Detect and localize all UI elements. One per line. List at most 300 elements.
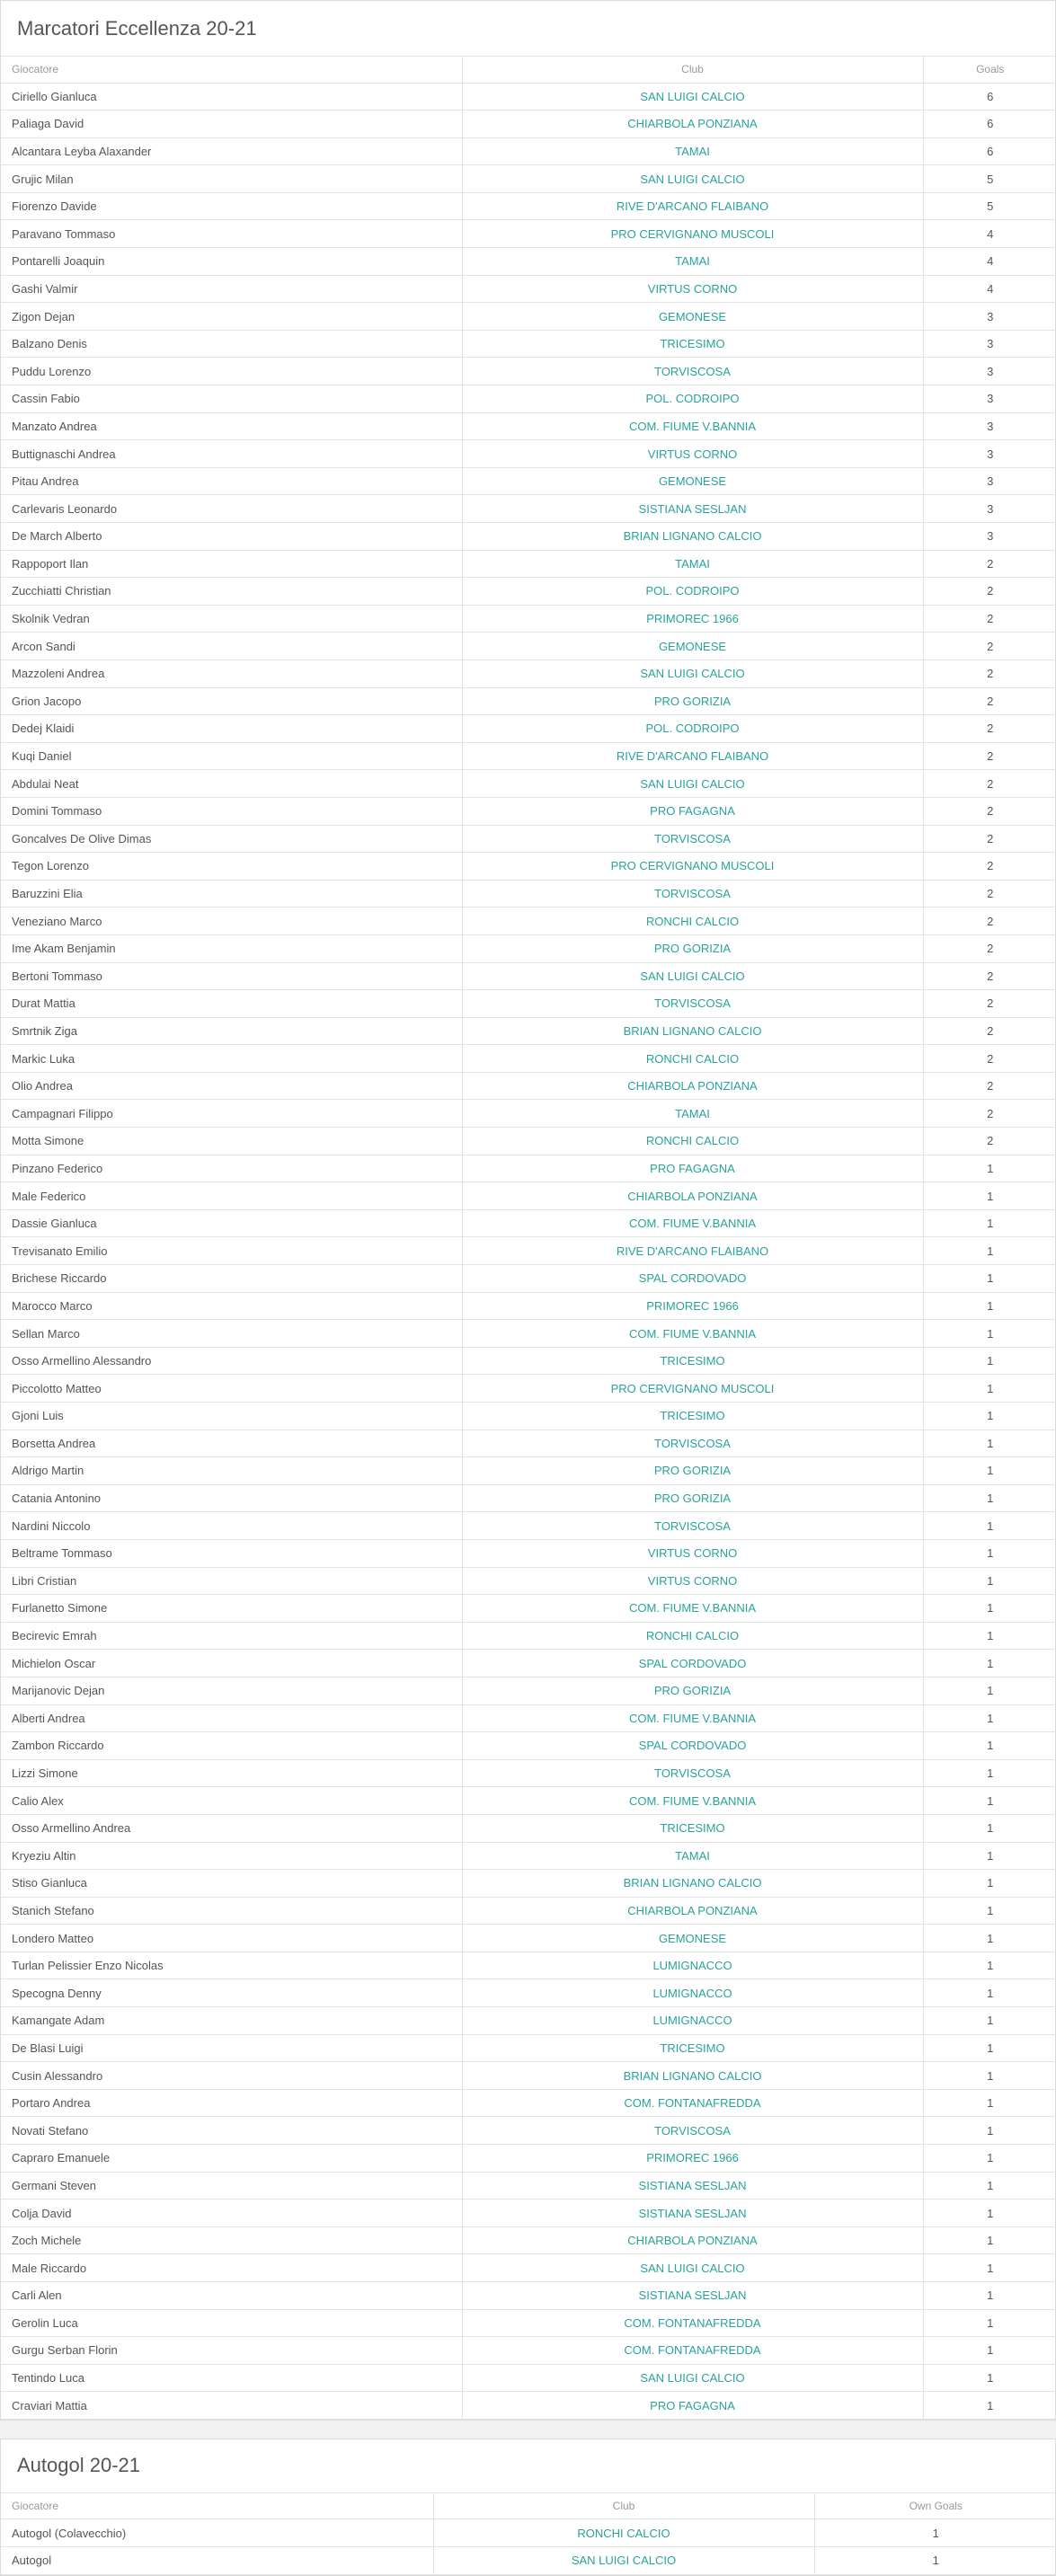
club-link[interactable]: PRO FAGAGNA: [462, 1155, 923, 1182]
player-name: Autogol: [1, 2547, 433, 2575]
table-row: [1, 467, 1056, 495]
header-player: Giocatore: [1, 57, 462, 83]
player-name: Skolnik Vedran: [1, 605, 462, 633]
goals-count: 2: [923, 962, 1056, 990]
club-link[interactable]: PRO CERVIGNANO MUSCOLI: [462, 853, 923, 881]
goals-count: 1: [923, 1622, 1056, 1650]
player-name: Alberti Andrea: [1, 1704, 462, 1732]
table-row: [1, 248, 1056, 276]
goals-count: 5: [923, 192, 1056, 220]
goals-count: 1: [923, 2062, 1056, 2090]
player-name: Ciriello Gianluca: [1, 83, 462, 111]
club-link[interactable]: SAN LUIGI CALCIO: [462, 962, 923, 990]
table-row: [1, 1182, 1056, 1210]
player-name: Tegon Lorenzo: [1, 853, 462, 881]
goals-count: 2: [923, 797, 1056, 825]
player-name: Abdulai Neat: [1, 770, 462, 798]
goals-count: 1: [814, 2547, 1056, 2575]
club-link[interactable]: BRIAN LIGNANO CALCIO: [462, 1870, 923, 1898]
goals-count: 4: [923, 220, 1056, 248]
goals-count: 2: [923, 825, 1056, 853]
table-row: [1, 1979, 1056, 2007]
goals-count: 2: [923, 578, 1056, 606]
player-name: Domini Tommaso: [1, 797, 462, 825]
player-name: Male Federico: [1, 1182, 462, 1210]
own-goals-title: Autogol 20-21: [1, 2439, 1055, 2493]
club-link[interactable]: SAN LUIGI CALCIO: [462, 165, 923, 193]
goals-count: 1: [923, 1952, 1056, 1979]
club-link[interactable]: RIVE D'ARCANO FLAIBANO: [462, 1237, 923, 1265]
player-name: Furlanetto Simone: [1, 1595, 462, 1623]
table-row: [1, 1567, 1056, 1595]
player-name: Cusin Alessandro: [1, 2062, 462, 2090]
goals-count: 2: [923, 934, 1056, 962]
goals-count: 2: [923, 659, 1056, 687]
goals-count: 5: [923, 165, 1056, 193]
player-name: Gjoni Luis: [1, 1403, 462, 1430]
player-name: Cassin Fabio: [1, 385, 462, 413]
goals-count: 2: [923, 853, 1056, 881]
club-link[interactable]: TRICESIMO: [462, 1347, 923, 1375]
goals-count: 1: [923, 2254, 1056, 2282]
table-row: [1, 412, 1056, 440]
club-link[interactable]: TAMAI: [462, 1100, 923, 1128]
goals-count: 4: [923, 248, 1056, 276]
table-row: [1, 2226, 1056, 2254]
club-link[interactable]: POL. CODROIPO: [462, 715, 923, 743]
table-row: [1, 385, 1056, 413]
table-row: [1, 523, 1056, 551]
header-club: Club: [433, 2493, 814, 2519]
goals-count: 1: [923, 1237, 1056, 1265]
player-name: Osso Armellino Andrea: [1, 1814, 462, 1842]
club-link[interactable]: COM. FONTANAFREDDA: [462, 2337, 923, 2365]
club-link[interactable]: PRIMOREC 1966: [462, 2145, 923, 2173]
header-own-goals: Own Goals: [814, 2493, 1056, 2519]
club-link[interactable]: TRICESIMO: [462, 330, 923, 358]
club-link[interactable]: GEMONESE: [462, 1925, 923, 1952]
table-row: [1, 1237, 1056, 1265]
club-link[interactable]: RIVE D'ARCANO FLAIBANO: [462, 192, 923, 220]
club-link[interactable]: SAN LUIGI CALCIO: [433, 2547, 814, 2575]
table-row: [1, 962, 1056, 990]
player-name: Gurgu Serban Florin: [1, 2337, 462, 2365]
club-link[interactable]: GEMONESE: [462, 633, 923, 660]
table-row: [1, 1265, 1056, 1293]
scorers-header-row: [1, 57, 1056, 83]
player-name: Portaro Andrea: [1, 2089, 462, 2117]
own-goals-panel: [0, 2439, 1056, 2576]
table-row: [1, 1128, 1056, 1155]
club-link[interactable]: SPAL CORDOVADO: [462, 1650, 923, 1677]
table-row: [1, 1100, 1056, 1128]
player-name: Goncalves De Olive Dimas: [1, 825, 462, 853]
table-row: [1, 440, 1056, 468]
table-row: [1, 2392, 1056, 2420]
table-row: [1, 853, 1056, 881]
player-name: Beltrame Tommaso: [1, 1539, 462, 1567]
club-link[interactable]: COM. FIUME V.BANNIA: [462, 1320, 923, 1348]
goals-count: 1: [923, 1430, 1056, 1457]
club-link[interactable]: VIRTUS CORNO: [462, 440, 923, 468]
table-row: [1, 1457, 1056, 1485]
player-name: Stiso Gianluca: [1, 1870, 462, 1898]
club-link[interactable]: TORVISCOSA: [462, 1759, 923, 1787]
club-link[interactable]: BRIAN LIGNANO CALCIO: [462, 1017, 923, 1045]
player-name: Puddu Lorenzo: [1, 358, 462, 385]
club-link[interactable]: LUMIGNACCO: [462, 1952, 923, 1979]
club-link[interactable]: GEMONESE: [462, 467, 923, 495]
club-link[interactable]: TORVISCOSA: [462, 358, 923, 385]
goals-count: 1: [923, 1155, 1056, 1182]
table-row: [1, 1292, 1056, 1320]
table-row: [1, 1045, 1056, 1073]
club-link[interactable]: GEMONESE: [462, 303, 923, 331]
club-link[interactable]: SISTIANA SESLJAN: [462, 495, 923, 523]
club-link[interactable]: TRICESIMO: [462, 2034, 923, 2062]
goals-count: 2: [923, 742, 1056, 770]
player-name: Motta Simone: [1, 1128, 462, 1155]
goals-count: 1: [923, 1677, 1056, 1704]
club-link[interactable]: CHIARBOLA PONZIANA: [462, 1072, 923, 1100]
player-name: Marocco Marco: [1, 1292, 462, 1320]
club-link[interactable]: RONCHI CALCIO: [433, 2519, 814, 2547]
goals-count: 2: [923, 715, 1056, 743]
goals-count: 3: [923, 385, 1056, 413]
table-row: [1, 2309, 1056, 2337]
player-name: Dassie Gianluca: [1, 1209, 462, 1237]
player-name: Capraro Emanuele: [1, 2145, 462, 2173]
club-link[interactable]: TORVISCOSA: [462, 880, 923, 907]
player-name: Grion Jacopo: [1, 687, 462, 715]
player-name: Autogol (Colavecchio): [1, 2519, 433, 2547]
table-row: [1, 2089, 1056, 2117]
table-row: [1, 1595, 1056, 1623]
player-name: Kryeziu Altin: [1, 1842, 462, 1870]
goals-count: 3: [923, 467, 1056, 495]
club-link[interactable]: TRICESIMO: [462, 1814, 923, 1842]
club-link[interactable]: TORVISCOSA: [462, 1512, 923, 1540]
player-name: Male Riccardo: [1, 2254, 462, 2282]
club-link[interactable]: VIRTUS CORNO: [462, 1567, 923, 1595]
own-goals-table: [1, 2493, 1056, 2575]
club-link[interactable]: SISTIANA SESLJAN: [462, 2282, 923, 2310]
goals-count: 2: [923, 770, 1056, 798]
goals-count: 1: [923, 1182, 1056, 1210]
club-link[interactable]: RONCHI CALCIO: [462, 1622, 923, 1650]
club-link[interactable]: TAMAI: [462, 248, 923, 276]
player-name: Pinzano Federico: [1, 1155, 462, 1182]
goals-count: 6: [923, 137, 1056, 165]
goals-count: 2: [923, 907, 1056, 935]
goals-count: 3: [923, 440, 1056, 468]
player-name: Veneziano Marco: [1, 907, 462, 935]
club-link[interactable]: TRICESIMO: [462, 1403, 923, 1430]
goals-count: 1: [923, 1842, 1056, 1870]
goals-count: 1: [923, 2200, 1056, 2227]
table-row: [1, 83, 1056, 111]
club-link[interactable]: TAMAI: [462, 1842, 923, 1870]
table-row: [1, 220, 1056, 248]
goals-count: 4: [923, 275, 1056, 303]
table-row: [1, 1430, 1056, 1457]
player-name: Michielon Oscar: [1, 1650, 462, 1677]
player-name: Carlevaris Leonardo: [1, 495, 462, 523]
player-name: Lizzi Simone: [1, 1759, 462, 1787]
club-link[interactable]: TAMAI: [462, 137, 923, 165]
table-row: [1, 1347, 1056, 1375]
scorers-table: [1, 57, 1056, 2420]
goals-count: 1: [923, 1595, 1056, 1623]
goals-count: 3: [923, 303, 1056, 331]
table-row: [1, 797, 1056, 825]
table-row: [1, 358, 1056, 385]
table-row: [1, 687, 1056, 715]
table-row: [1, 990, 1056, 1018]
goals-count: 1: [923, 1320, 1056, 1348]
goals-count: 1: [923, 1512, 1056, 1540]
table-row: [1, 303, 1056, 331]
club-link[interactable]: CHIARBOLA PONZIANA: [462, 2226, 923, 2254]
player-name: Tentindo Luca: [1, 2364, 462, 2392]
club-link[interactable]: SPAL CORDOVADO: [462, 1732, 923, 1760]
goals-count: 2: [923, 605, 1056, 633]
club-link[interactable]: COM. FIUME V.BANNIA: [462, 1787, 923, 1815]
goals-count: 1: [923, 1704, 1056, 1732]
club-link[interactable]: SAN LUIGI CALCIO: [462, 2364, 923, 2392]
goals-count: 1: [923, 1759, 1056, 1787]
club-link[interactable]: CHIARBOLA PONZIANA: [462, 111, 923, 138]
scorers-title: Marcatori Eccellenza 20-21: [1, 1, 1055, 57]
table-row: [1, 633, 1056, 660]
table-row: [1, 742, 1056, 770]
goals-count: 1: [923, 1484, 1056, 1512]
table-row: [1, 1704, 1056, 1732]
club-link[interactable]: TORVISCOSA: [462, 825, 923, 853]
club-link[interactable]: PRO GORIZIA: [462, 934, 923, 962]
club-link[interactable]: POL. CODROIPO: [462, 385, 923, 413]
goals-count: 1: [923, 1870, 1056, 1898]
player-name: Dedej Klaidi: [1, 715, 462, 743]
club-link[interactable]: PRO CERVIGNANO MUSCOLI: [462, 220, 923, 248]
club-link[interactable]: PRO GORIZIA: [462, 1484, 923, 1512]
club-link[interactable]: PRIMOREC 1966: [462, 605, 923, 633]
club-link[interactable]: LUMIGNACCO: [462, 1979, 923, 2007]
club-link[interactable]: COM. FIUME V.BANNIA: [462, 1595, 923, 1623]
goals-count: 1: [923, 1925, 1056, 1952]
table-row: [1, 1375, 1056, 1403]
club-link[interactable]: RONCHI CALCIO: [462, 907, 923, 935]
goals-count: 2: [923, 1128, 1056, 1155]
table-row: [1, 1732, 1056, 1760]
table-row: [1, 1952, 1056, 1979]
table-row: [1, 550, 1056, 578]
table-row: [1, 2172, 1056, 2200]
player-name: Carli Alen: [1, 2282, 462, 2310]
table-row: [1, 578, 1056, 606]
player-name: Zucchiatti Christian: [1, 578, 462, 606]
table-row: [1, 1072, 1056, 1100]
player-name: Olio Andrea: [1, 1072, 462, 1100]
player-name: De Blasi Luigi: [1, 2034, 462, 2062]
goals-count: 3: [923, 412, 1056, 440]
own-goals-table-body: [1, 2519, 1056, 2574]
goals-count: 1: [923, 1732, 1056, 1760]
player-name: Becirevic Emrah: [1, 1622, 462, 1650]
club-link[interactable]: SAN LUIGI CALCIO: [462, 659, 923, 687]
club-link[interactable]: CHIARBOLA PONZIANA: [462, 1182, 923, 1210]
club-link[interactable]: POL. CODROIPO: [462, 578, 923, 606]
table-row: [1, 1897, 1056, 1925]
club-link[interactable]: PRO FAGAGNA: [462, 2392, 923, 2420]
club-link[interactable]: SISTIANA SESLJAN: [462, 2200, 923, 2227]
table-row: [1, 495, 1056, 523]
club-link[interactable]: SPAL CORDOVADO: [462, 1265, 923, 1293]
goals-count: 6: [923, 111, 1056, 138]
club-link[interactable]: TORVISCOSA: [462, 2117, 923, 2145]
player-name: Grujic Milan: [1, 165, 462, 193]
player-name: Kamangate Adam: [1, 2007, 462, 2035]
table-row: [1, 1017, 1056, 1045]
player-name: Arcon Sandi: [1, 633, 462, 660]
table-row: [1, 137, 1056, 165]
goals-count: 1: [923, 2117, 1056, 2145]
table-row: [1, 1677, 1056, 1704]
table-row: [1, 2062, 1056, 2090]
table-row: [1, 275, 1056, 303]
player-name: Alcantara Leyba Alaxander: [1, 137, 462, 165]
club-link[interactable]: BRIAN LIGNANO CALCIO: [462, 2062, 923, 2090]
goals-count: 2: [923, 1100, 1056, 1128]
table-row: [1, 1209, 1056, 1237]
player-name: Pontarelli Joaquin: [1, 248, 462, 276]
table-row: [1, 1650, 1056, 1677]
club-link[interactable]: SISTIANA SESLJAN: [462, 2172, 923, 2200]
player-name: Mazzoleni Andrea: [1, 659, 462, 687]
goals-count: 6: [923, 83, 1056, 111]
table-row: [1, 605, 1056, 633]
club-link[interactable]: TORVISCOSA: [462, 1430, 923, 1457]
player-name: Gerolin Luca: [1, 2309, 462, 2337]
player-name: Markic Luka: [1, 1045, 462, 1073]
goals-count: 1: [923, 2309, 1056, 2337]
goals-count: 1: [923, 2364, 1056, 2392]
club-link[interactable]: VIRTUS CORNO: [462, 275, 923, 303]
club-link[interactable]: PRO GORIZIA: [462, 1457, 923, 1485]
table-row: [1, 330, 1056, 358]
club-link[interactable]: COM. FIUME V.BANNIA: [462, 1704, 923, 1732]
club-link[interactable]: COM. FONTANAFREDDA: [462, 2089, 923, 2117]
table-row: [1, 192, 1056, 220]
table-row: [1, 659, 1056, 687]
club-link[interactable]: PRO GORIZIA: [462, 1677, 923, 1704]
club-link[interactable]: RIVE D'ARCANO FLAIBANO: [462, 742, 923, 770]
goals-count: 3: [923, 523, 1056, 551]
player-name: Borsetta Andrea: [1, 1430, 462, 1457]
goals-count: 1: [923, 2145, 1056, 2173]
club-link[interactable]: SAN LUIGI CALCIO: [462, 770, 923, 798]
table-row: [1, 2034, 1056, 2062]
club-link[interactable]: SAN LUIGI CALCIO: [462, 83, 923, 111]
club-link[interactable]: RONCHI CALCIO: [462, 1128, 923, 1155]
table-row: [1, 1320, 1056, 1348]
club-link[interactable]: VIRTUS CORNO: [462, 1539, 923, 1567]
club-link[interactable]: SAN LUIGI CALCIO: [462, 2254, 923, 2282]
club-link[interactable]: RONCHI CALCIO: [462, 1045, 923, 1073]
club-link[interactable]: TAMAI: [462, 550, 923, 578]
goals-count: 1: [923, 1787, 1056, 1815]
goals-count: 2: [923, 990, 1056, 1018]
player-name: Manzato Andrea: [1, 412, 462, 440]
goals-count: 1: [923, 1457, 1056, 1485]
club-link[interactable]: TORVISCOSA: [462, 990, 923, 1018]
goals-count: 1: [814, 2519, 1056, 2547]
player-name: Marijanovic Dejan: [1, 1677, 462, 1704]
goals-count: 1: [923, 2034, 1056, 2062]
goals-count: 2: [923, 687, 1056, 715]
player-name: Turlan Pelissier Enzo Nicolas: [1, 1952, 462, 1979]
goals-count: 1: [923, 2226, 1056, 2254]
goals-count: 2: [923, 550, 1056, 578]
player-name: Londero Matteo: [1, 1925, 462, 1952]
table-row: [1, 1759, 1056, 1787]
goals-count: 1: [923, 1292, 1056, 1320]
club-link[interactable]: COM. FIUME V.BANNIA: [462, 412, 923, 440]
player-name: Piccolotto Matteo: [1, 1375, 462, 1403]
goals-count: 1: [923, 1375, 1056, 1403]
player-name: Colja David: [1, 2200, 462, 2227]
player-name: Zambon Riccardo: [1, 1732, 462, 1760]
table-row: [1, 2337, 1056, 2365]
header-player: Giocatore: [1, 2493, 433, 2519]
table-row: [1, 2254, 1056, 2282]
club-link[interactable]: PRO CERVIGNANO MUSCOLI: [462, 1375, 923, 1403]
goals-count: 2: [923, 633, 1056, 660]
player-name: Fiorenzo Davide: [1, 192, 462, 220]
table-row: [1, 1622, 1056, 1650]
club-link[interactable]: PRO GORIZIA: [462, 687, 923, 715]
header-goals: Goals: [923, 57, 1056, 83]
player-name: Calio Alex: [1, 1787, 462, 1815]
goals-count: 1: [923, 1897, 1056, 1925]
table-row: [1, 825, 1056, 853]
club-link[interactable]: COM. FONTANAFREDDA: [462, 2309, 923, 2337]
player-name: Craviari Mattia: [1, 2392, 462, 2420]
club-link[interactable]: PRIMOREC 1966: [462, 1292, 923, 1320]
table-row: [1, 1155, 1056, 1182]
goals-count: 1: [923, 1814, 1056, 1842]
goals-count: 1: [923, 1209, 1056, 1237]
goals-count: 1: [923, 1347, 1056, 1375]
player-name: Rappoport Ilan: [1, 550, 462, 578]
table-row: [1, 1842, 1056, 1870]
player-name: Buttignaschi Andrea: [1, 440, 462, 468]
table-row: [1, 2364, 1056, 2392]
club-link[interactable]: PRO FAGAGNA: [462, 797, 923, 825]
table-row: [1, 880, 1056, 907]
table-row: [1, 2117, 1056, 2145]
goals-count: 1: [923, 2337, 1056, 2365]
table-row: [1, 1814, 1056, 1842]
table-row: [1, 2200, 1056, 2227]
table-row: [1, 1403, 1056, 1430]
club-link[interactable]: BRIAN LIGNANO CALCIO: [462, 523, 923, 551]
club-link[interactable]: LUMIGNACCO: [462, 2007, 923, 2035]
club-link[interactable]: COM. FIUME V.BANNIA: [462, 1209, 923, 1237]
player-name: Campagnari Filippo: [1, 1100, 462, 1128]
club-link[interactable]: CHIARBOLA PONZIANA: [462, 1897, 923, 1925]
table-row: [1, 2519, 1056, 2547]
